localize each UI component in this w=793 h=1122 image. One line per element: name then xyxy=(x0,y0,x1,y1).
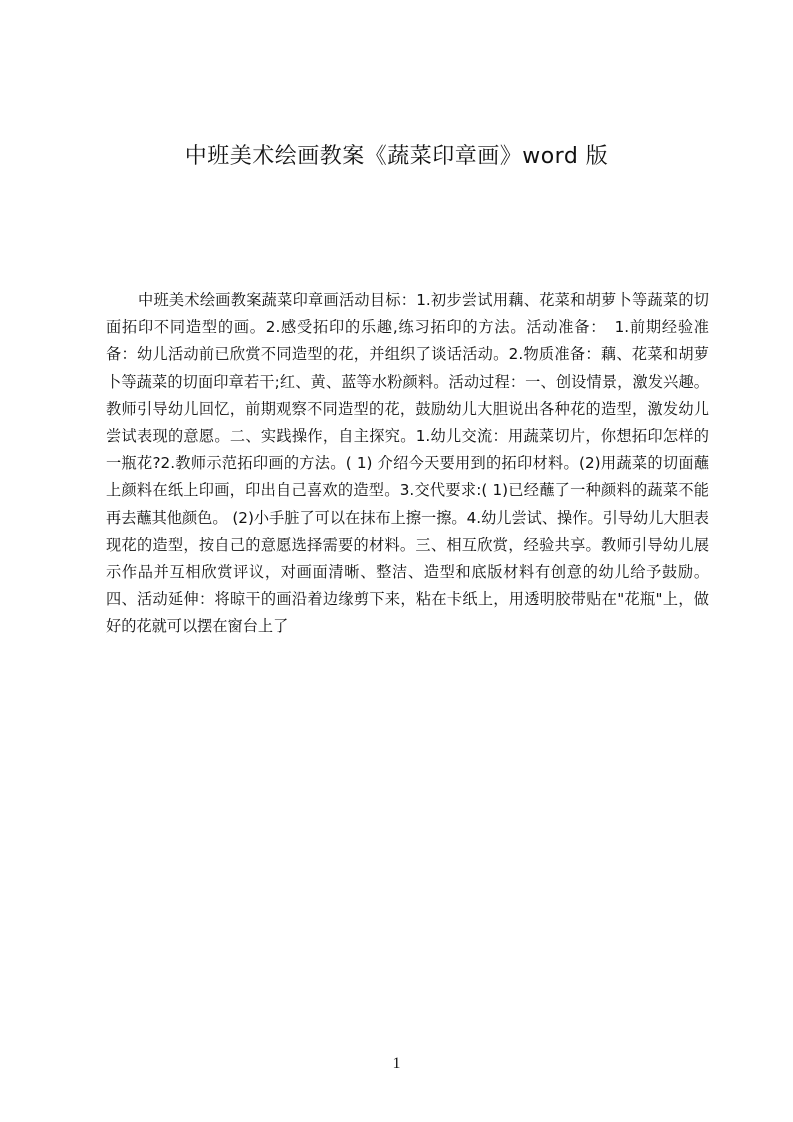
document-title: 中班美术绘画教案《蔬菜印章画》word 版 xyxy=(184,144,609,169)
page-number: 1 xyxy=(392,1055,401,1072)
document-body-paragraph: 中班美术绘画教案蔬菜印章画活动目标：1.初步尝试用藕、花菜和胡萝卜等蔬菜的切面拓印不同造型的画。2.感受拓印的乐趣,练习拓印的方法。活动准备： 1.前期经验准备：幼儿活动前已欣赏不同造型的花，并组织了谈话活动。2.物质准备：藕、花菜和胡萝卜等蔬菜的切面印章若干;红、黄、蓝等水粉颜料。活动过程：一、创设情景，激发兴趣。教师引导幼儿回忆，前期观察不同造型的花，鼓励幼儿大胆说出各种花的造型，激发幼儿尝试表现的意愿。二、实践操作，自主探究。1.幼儿交流：用蔬菜切片，你想拓印怎样的一瓶花?2.教师示范拓印画的方法。( 1) 介绍今天要用到的拓印材料。(2)用蔬菜的切面蘸上颜料在纸上印画，印出自己喜欢的造型。3.交代要求:( 1)已经蘸了一种颜料的蔬菜不能再去蘸其他颜色。 (2)小手脏了可以在抹布上擦一擦。4.幼儿尝试、操作。引导幼儿大胆表现花的造型，按自己的意愿选择需要的材料。三、相互欣赏，经验共享。教师引导幼儿展示作品并互相欣赏评议，对画面清晰、整洁、造型和底版材料有创意的幼儿给予鼓励。四、活动延伸：将晾干的画沿着边缘剪下来，粘在卡纸上，用透明胶带贴在"花瓶"上，做好的花就可以摆在窗台上了 xyxy=(106,291,709,636)
